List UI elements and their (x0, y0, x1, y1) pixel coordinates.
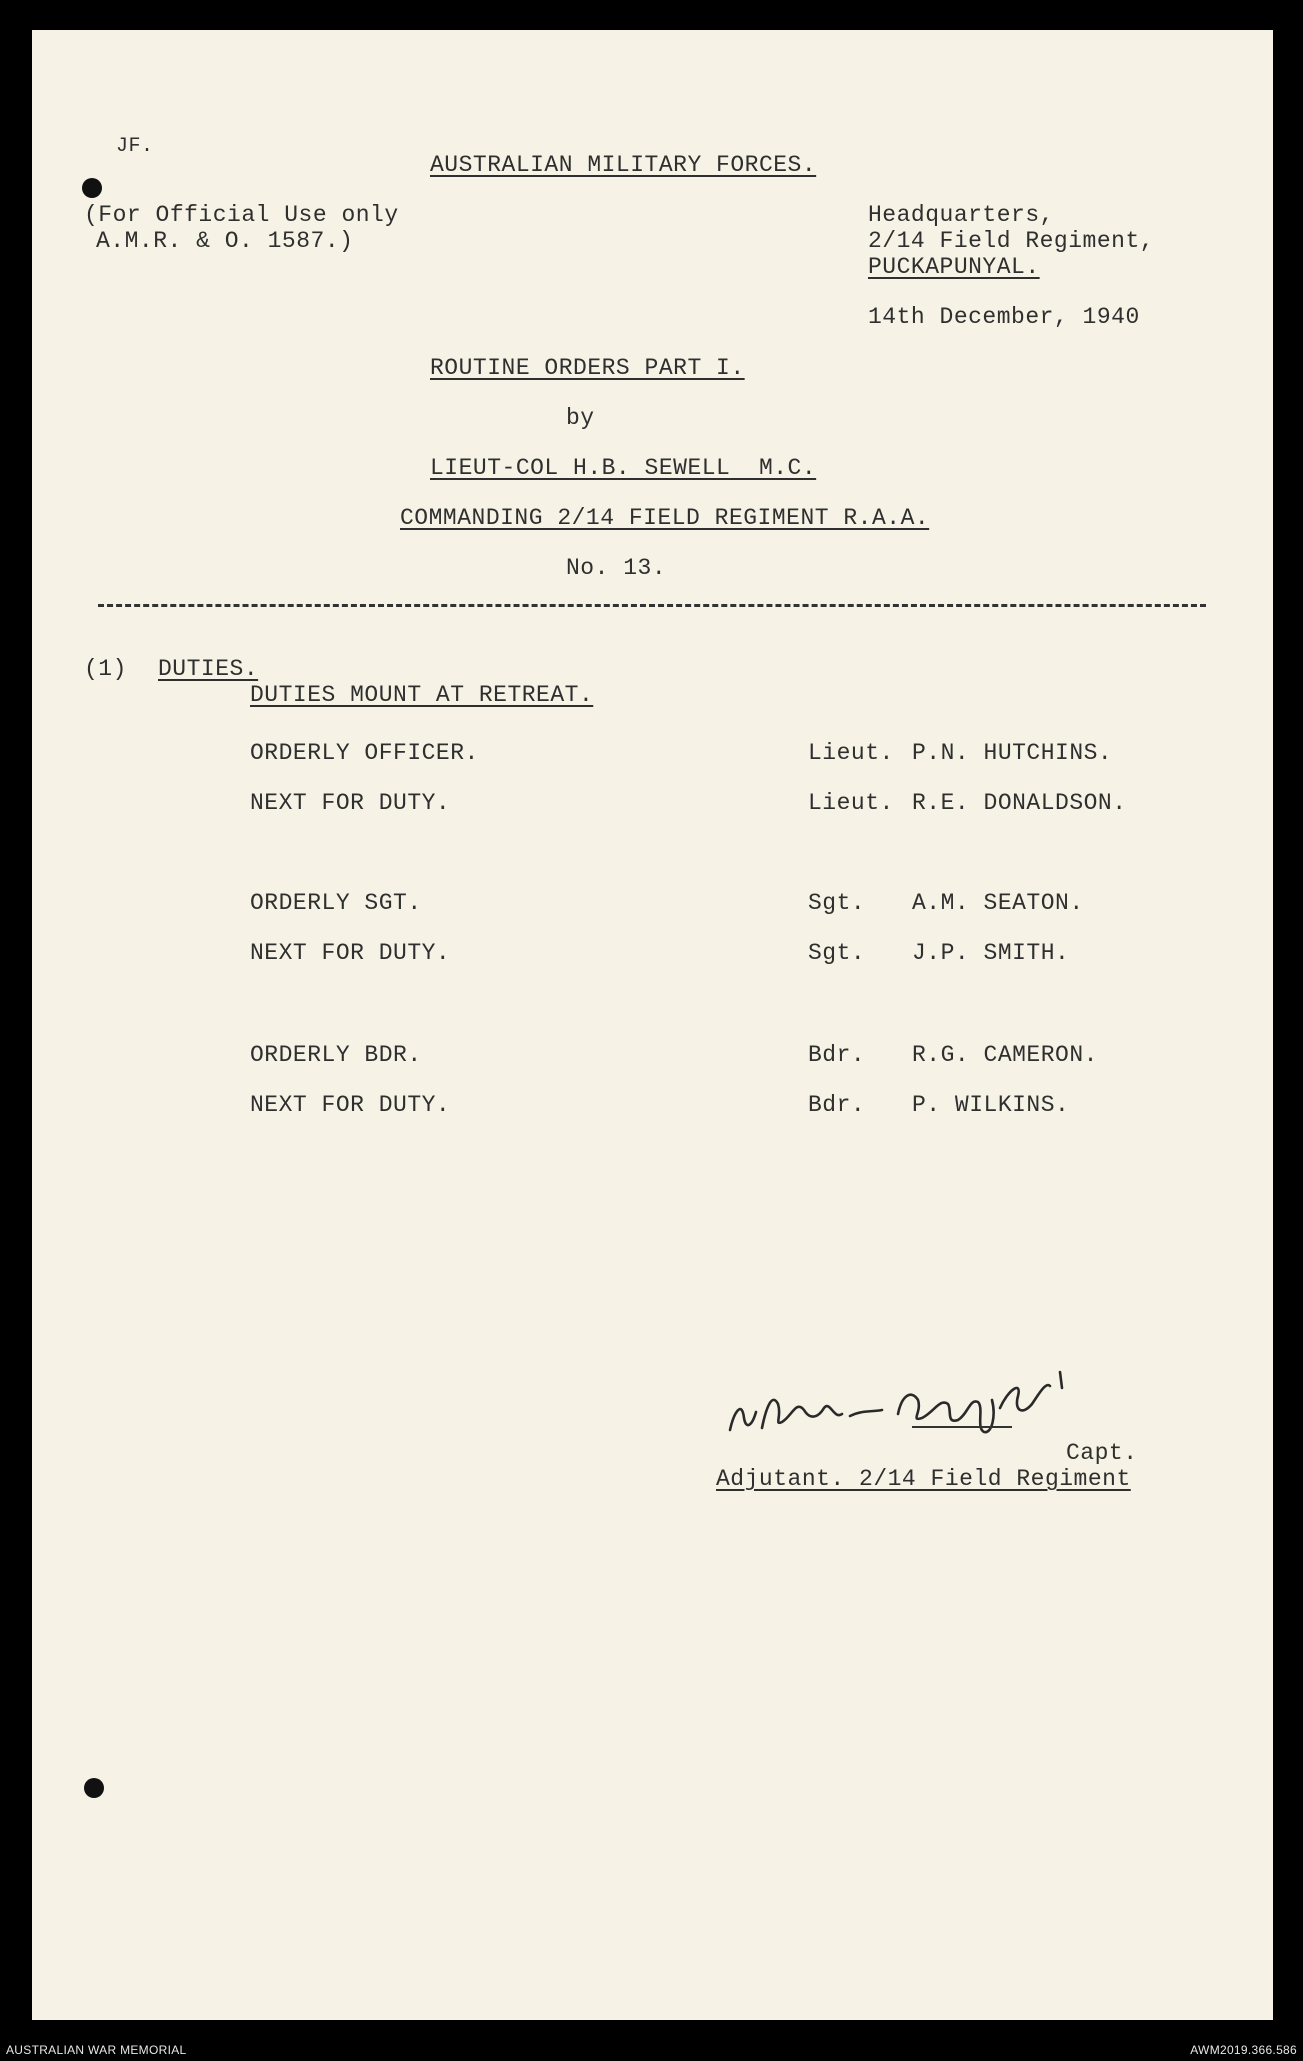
subsection-title: DUTIES MOUNT AT RETREAT. (250, 682, 594, 708)
section-title: DUTIES. (158, 656, 259, 682)
duty-name: P. WILKINS. (912, 1092, 1070, 1118)
duty-role: NEXT FOR DUTY. (250, 940, 451, 966)
duty-name: P.N. HUTCHINS. (912, 740, 1113, 766)
duty-rank: Sgt. (808, 890, 866, 916)
orders-number: No. 13. (566, 555, 667, 581)
duty-rank: Lieut. (808, 740, 894, 766)
duty-role: ORDERLY SGT. (250, 890, 422, 916)
section-number: (1) (84, 656, 127, 682)
duty-rank: Bdr. (808, 1042, 866, 1068)
signature-rank: Capt. (1066, 1440, 1138, 1466)
duty-role: ORDERLY OFFICER. (250, 740, 479, 766)
duty-name: R.E. DONALDSON. (912, 790, 1127, 816)
punch-hole-top (82, 178, 102, 198)
duty-name: A.M. SEATON. (912, 890, 1084, 916)
address-line-2: 2/14 Field Regiment, (868, 228, 1155, 254)
duty-role: ORDERLY BDR. (250, 1042, 422, 1068)
document-heading: AUSTRALIAN MILITARY FORCES. (430, 152, 817, 178)
punch-hole-bottom (84, 1778, 104, 1798)
signature-title: Adjutant. 2/14 Field Regiment (716, 1466, 1131, 1492)
footer-left: AUSTRALIAN WAR MEMORIAL (6, 2043, 187, 2057)
orders-title: ROUTINE ORDERS PART I. (430, 355, 745, 381)
address-line-3: PUCKAPUNYAL. (868, 254, 1040, 280)
signature-underline (912, 1426, 1012, 1428)
official-use-line-1: (For Official Use only (84, 202, 399, 228)
duty-role: NEXT FOR DUTY. (250, 790, 451, 816)
orders-by: by (566, 405, 595, 431)
command-line: COMMANDING 2/14 FIELD REGIMENT R.A.A. (400, 505, 930, 531)
commanding-officer: LIEUT-COL H.B. SEWELL M.C. (430, 455, 817, 481)
document-page (32, 30, 1273, 2020)
address-line-1: Headquarters, (868, 202, 1054, 228)
duty-rank: Sgt. (808, 940, 866, 966)
duty-name: R.G. CAMERON. (912, 1042, 1098, 1068)
duty-name: J.P. SMITH. (912, 940, 1070, 966)
footer-right: AWM2019.366.586 (1190, 2043, 1297, 2057)
initials: JF. (116, 135, 154, 158)
handwritten-signature (722, 1330, 1102, 1450)
duty-rank: Bdr. (808, 1092, 866, 1118)
section-divider (98, 604, 1206, 607)
official-use-line-2: A.M.R. & O. 1587.) (96, 228, 354, 254)
duty-rank: Lieut. (808, 790, 894, 816)
document-date: 14th December, 1940 (868, 304, 1140, 330)
duty-role: NEXT FOR DUTY. (250, 1092, 451, 1118)
